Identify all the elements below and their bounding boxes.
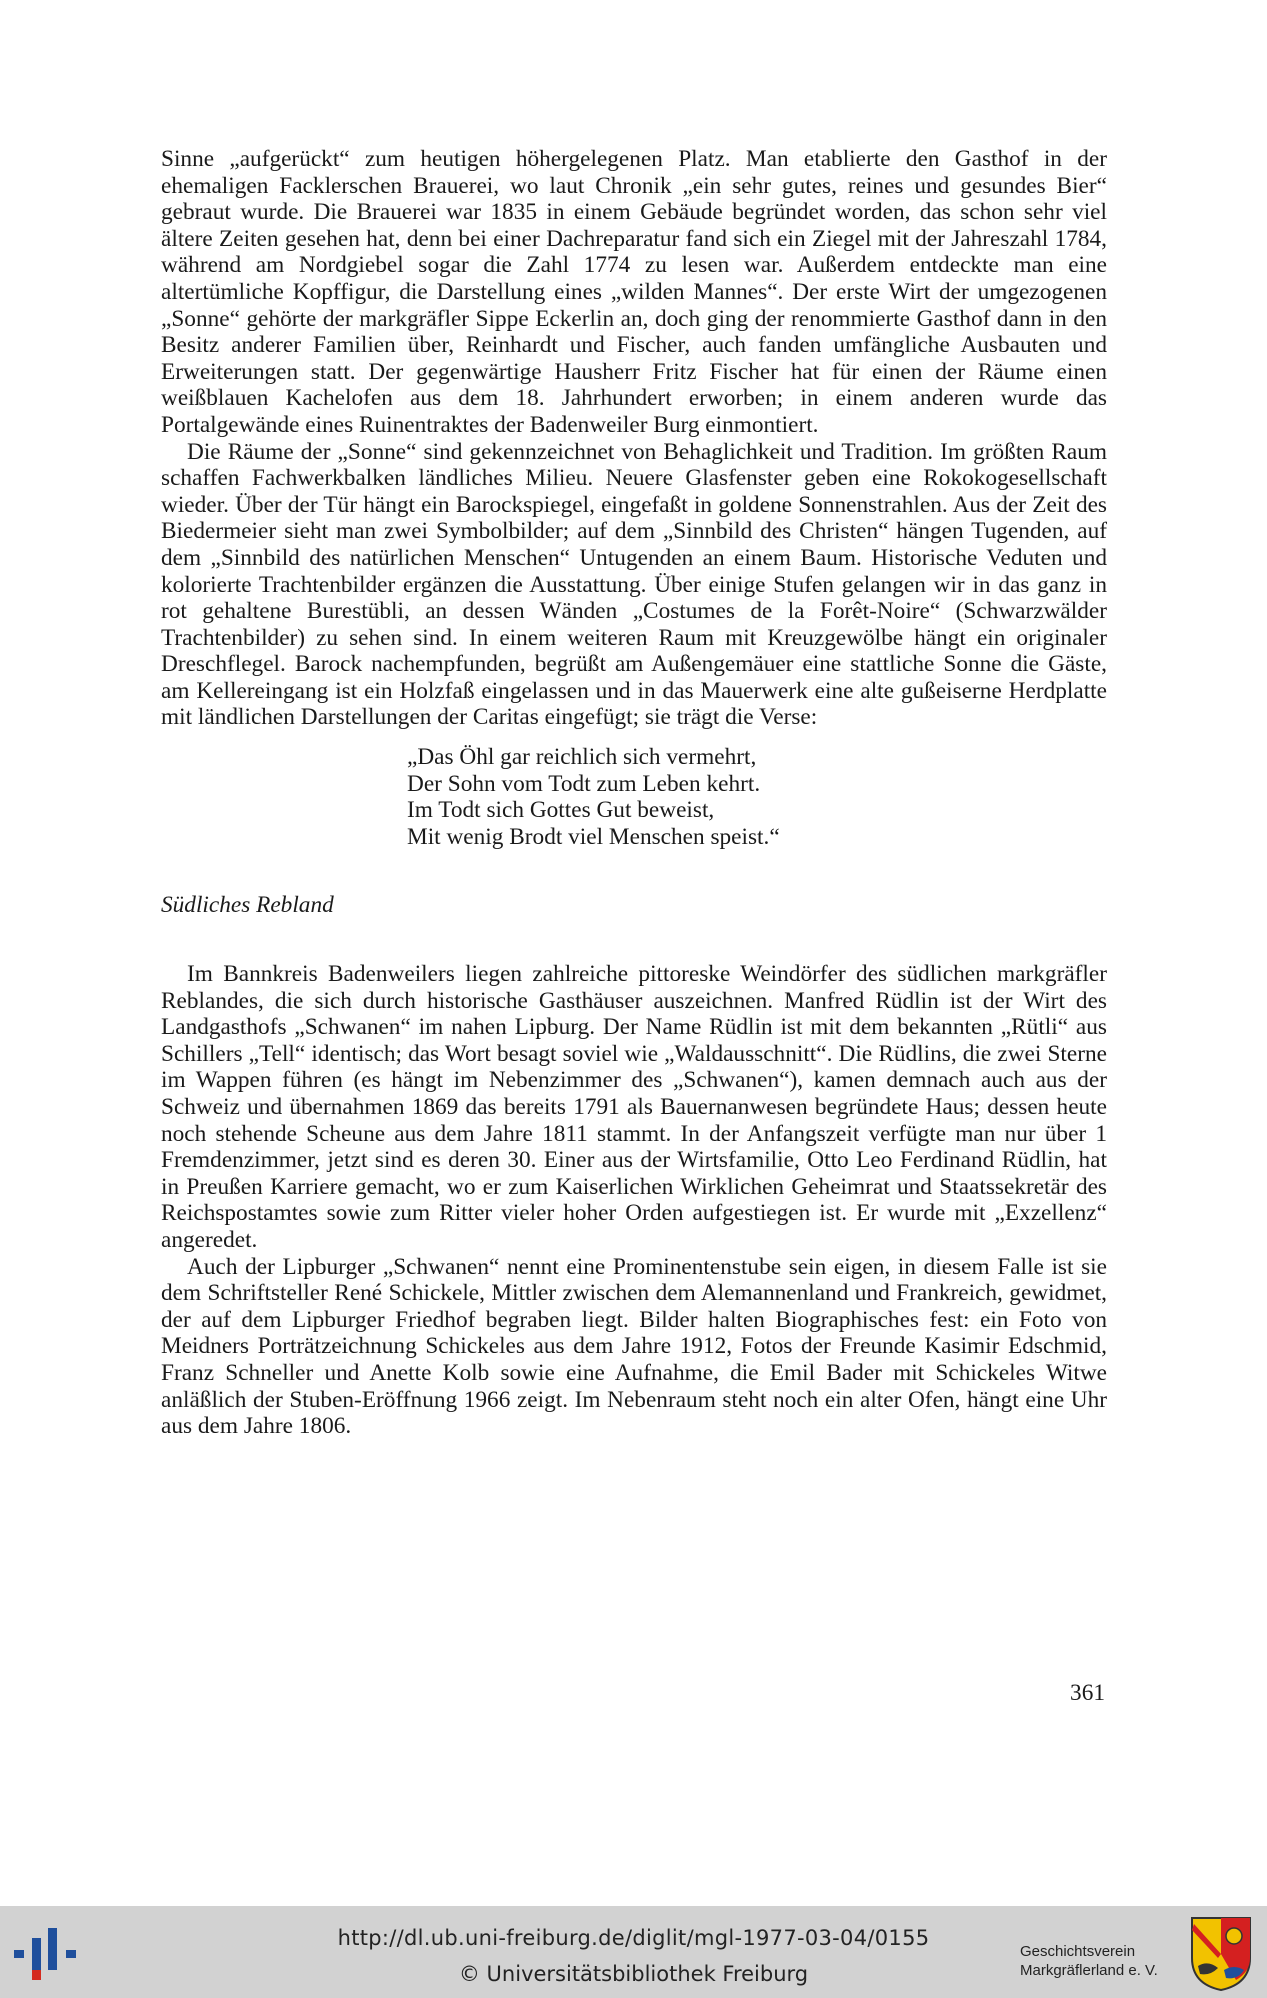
body-text — [161, 146, 1107, 1440]
society-line: Markgräflerland e. V. — [1020, 1962, 1158, 1979]
society-line: Geschichtsverein — [1020, 1943, 1136, 1960]
paragraph-rebland: Im Bannkreis Badenweilers liegen zahlreiche pittoreske Weindörfer des südlichen markgräfler Reblandes, die sich durch historische Gasthäuser auszeichnen. Manfred Rüdlin ist der Wirt des Landgasthofs „Schwanen“ im nahen Lipburg. Der Name Rüdlin ist mit dem bekannten „Rütli“ aus Schillers „Tell“ identisch; das Wort besagt soviel wie „Waldausschnitt“. Die Rüdlins, die zwei Sterne im Wappen führen (es hängt im Nebenzimmer des „Schwanen“), kamen demnach auch aus der Schweiz und übernahmen 1869 das bereits 1791 als Bauernanwesen begründete Haus; dessen heute noch stehende Scheune aus dem Jahre 1811 stammt. In der Anfangszeit verfügte man nur über 1 Fremdenzimmer, jetzt sind es deren 30. Einer aus der Wirtsfamilie, Otto Leo Ferdinand Rüdlin, hat in Preußen Karriere gemacht, wo er zum Kaiserlichen Wirklichen Geheimrat und Staatssekretär des Reichspostamtes sowie zum Ritter vieler hoher Orden aufgestiegen ist. Er wurde mit „Exzellenz“ angeredet. — [161, 961, 1107, 1253]
paragraph-schwanen: Auch der Lipburger „Schwanen“ nennt eine Prominentenstube sein eigen, in diesem Falle ist sie dem Schriftsteller René Schickele, Mittler zwischen dem Alemannenland und Frankreich, gewidmet, der auf dem Lipburger Friedhof begraben liegt. Bilder halten Biographisches fest: ein Foto von Meidners Porträtzeichnung Schickeles aus dem Jahre 1912, Fotos der Freunde Kasimir Edschmid, Franz Schneller und Anette Kolb sowie eine Aufnahme, die Emil Bader mit Schickeles Witwe anläßlich der Stuben-Eröffnung 1966 zeigt. Im Nebenraum steht noch ein alter Ofen, hängt eine Uhr aus dem Jahre 1806. — [161, 1253, 1107, 1440]
section-heading: Südliches Rebland — [161, 892, 334, 919]
page-number: 361 — [1070, 1680, 1105, 1706]
society-name — [1020, 1942, 1158, 1980]
verse-line: „Das Öhl gar reichlich sich vermehrt, — [407, 744, 757, 771]
verse-block — [407, 744, 1107, 850]
paragraph-sonne-history: Sinne „aufgerückt“ zum heutigen höhergelegenen Platz. Man etablierte den Gasthof in der ehemaligen Facklerschen Brauerei, wo laut Chronik „ein sehr gutes, reines und gesundes Bier“ gebraut wurde. Die Brauerei war 1835 in einem Gebäude begründet worden, das schon sehr viel ältere Zeiten gesehen hat, denn bei einer Dachreparatur fand sich ein Ziegel mit der Jahreszahl 1784, während am Nordgiebel sogar die Zahl 1774 zu lesen war. Außerdem entdeckte man eine altertümliche Kopffigur, die Darstellung eines „wilden Mannes“. Der erste Wirt der umgezogenen „Sonne“ gehörte der markgräfler Sippe Eckerlin an, doch ging der renommierte Gasthof dann in den Besitz anderer Familien über, Reinhardt und Fischer, auch fanden umfängliche Ausbauten und Erweiterungen statt. Der gegenwärtige Hausherr Fritz Fischer hat für einen der Räume einen weißblauen Kachelofen aus dem 18. Jahrhundert erworben; in einem anderen wurde das Portalgewände eines Ruinentraktes der Badenweiler Burg einmontiert. — [161, 146, 1107, 438]
footer-url-link[interactable]: http://dl.ub.uni-freiburg.de/diglit/mgl-1977-03-04/0155 — [337, 1926, 930, 1950]
paragraph-sonne-rooms: Die Räume der „Sonne“ sind gekennzeichnet von Behaglichkeit und Tradition. Im größten Raum schaffen Fachwerkbalken ländliches Milieu. Neuere Glasfenster geben eine Rokokogesellschaft wieder. Über der Tür hängt ein Barockspiegel, eingefaßt in goldene Sonnenstrahlen. Aus der Zeit des Biedermeier sieht man zwei Symbolbilder; auf dem „Sinnbild des Christen“ hängen Tugenden, auf dem „Sinnbild des natürlichen Menschen“ Untugenden an einem Baum. Historische Veduten und kolorierte Trachtenbilder ergänzen die Ausstattung. Über einige Stufen gelangen wir in das ganz in rot gehaltene Burestübli, an dessen Wänden „Costumes de la Forêt-Noire“ (Schwarzwälder Trachtenbilder) zu sehen sind. In einem weiteren Raum mit Kreuzgewölbe hängt ein originaler Dreschflegel. Barock nachempfunden, begrüßt am Außengemäuer eine stattliche Sonne die Gäste, am Kellereingang ist ein Holzfaß eingelassen und in das Mauerwerk eine alte gußeiserne Herdplatte mit ländlichen Darstellungen der Caritas eingefügt; sie trägt die Verse: — [161, 438, 1107, 731]
verse-line: Der Sohn vom Todt zum Leben kehrt. — [407, 770, 761, 797]
footer-bar — [0, 1906, 1267, 1998]
verse-line: Im Todt sich Gottes Gut beweist, — [407, 797, 715, 824]
footer-copyright: © Universitätsbibliothek Freiburg — [458, 1962, 809, 1986]
verse-line: Mit wenig Brodt viel Menschen speist.“ — [407, 823, 780, 850]
markgraeflerland-crest-icon — [1188, 1914, 1254, 1992]
